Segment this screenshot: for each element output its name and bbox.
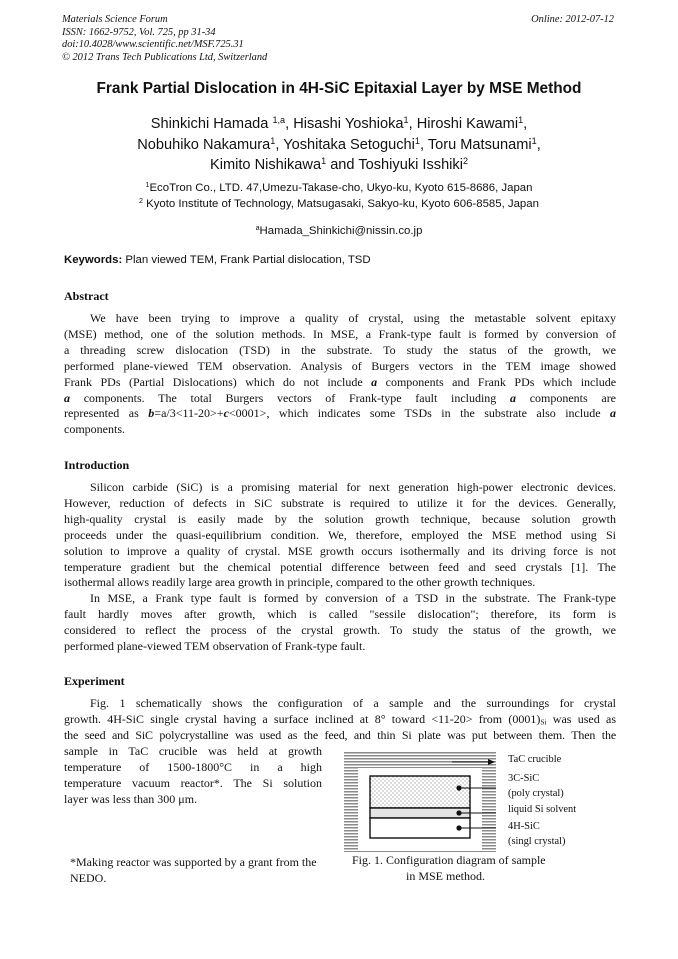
author-affil-mark: 1 xyxy=(403,115,409,126)
configuration-diagram xyxy=(344,752,606,852)
text-line: proceeds under the quasi-equilibrium condition. We, therefore, employed the MSE method using Si xyxy=(64,527,616,542)
text-line xyxy=(64,712,616,728)
journal-header xyxy=(62,14,267,64)
experiment-body xyxy=(64,696,616,744)
author-name: Yoshitaka Setoguchi xyxy=(283,136,415,153)
text-line: temperature vacuum reactor*. The Si solution xyxy=(64,775,322,790)
affiliations xyxy=(40,181,638,212)
author-name: Toshiyuki Isshiki xyxy=(358,157,463,173)
affiliation-2 xyxy=(40,197,638,213)
text-line: performed plane-viewed TEM observation of Frank-type fault. xyxy=(64,639,366,654)
text-line: Fig. 1 schematically shows the configuration of a sample and the surroundings for crystal xyxy=(90,696,616,710)
symbol-b: b xyxy=(148,406,155,421)
author-affil-mark: 1 xyxy=(531,135,537,146)
author-conjunction: and xyxy=(330,157,355,173)
text-fragment: <0001>, which indicates some TSDs in the substrate also include xyxy=(228,406,601,421)
footnote: *Making reactor was supported by a grant from the NEDO. xyxy=(70,855,317,885)
text-line: Silicon carbide (SiC) is a promising material for next generation high-power electronic devices. xyxy=(90,480,616,494)
text-fragment: represented as xyxy=(64,406,139,421)
text-line xyxy=(64,375,616,391)
author-name: Nobuhiko Nakamura xyxy=(137,136,271,153)
text-line xyxy=(64,406,616,422)
figure-caption xyxy=(352,853,602,885)
author-affil-mark: 2 xyxy=(462,156,469,167)
text-line: (MSE) method, one of the solution methods. In MSE, a Frank-type fault is formed by conversion of xyxy=(64,326,616,341)
affil-text: EcoTron Co., LTD. 47,Umezu-Takase-cho, Ukyo-ku, Kyoto 615-8686, Japan xyxy=(149,182,533,194)
text-line: isothermal allows readily large area growth in principle, compared to the other growth techniques. xyxy=(64,575,536,590)
journal-name: Materials Science Forum xyxy=(62,14,168,25)
text-line: We have been trying to improve a quality of crystal, using the metastable solvent epitaxy xyxy=(90,311,616,325)
text-fragment: growth. 4H-SiC single crystal having a surface inclined at 8° toward <11-20> from (0001) xyxy=(64,711,541,726)
text-line: solution to improve a quality of crystal. MSE growth occurs isothermally and its driving force is not xyxy=(64,543,616,558)
author-name: Toru Matsunami xyxy=(427,136,532,153)
author-separator: , xyxy=(536,136,541,153)
text-line: performed plane-viewed TEM observation. Analysis of Burgers vectors in the TEM image showed xyxy=(64,358,616,373)
label-tac: TaC crucible xyxy=(508,754,562,765)
keywords-text: Plan viewed TEM, Frank Partial dislocation, TSD xyxy=(125,254,371,266)
symbol-a: a xyxy=(510,390,516,405)
author-name: Shinkichi Hamada xyxy=(150,116,269,132)
doi: doi:10.4028/www.scientific.net/MSF.725.31 xyxy=(62,39,244,51)
author-name: Kimito Nishikawa xyxy=(209,157,322,173)
text-line: fault hardly moves after growth, which is called "sessile dislocation"; therefore, its form is xyxy=(64,607,616,622)
text-line: temperature of 1500-1800°C in a high xyxy=(64,759,322,774)
seed-4h-sic xyxy=(370,818,470,838)
affil-mark: 1 xyxy=(145,182,150,190)
text-fragment: =a/3<11-20>+ xyxy=(154,406,224,421)
author-affil-mark: 1 xyxy=(321,156,327,167)
introduction-heading: Introduction xyxy=(64,458,130,472)
paper-title: Frank Partial Dislocation in 4H-SiC Epitaxial Layer by MSE Method xyxy=(96,80,582,97)
label-singl: (singl crystal) xyxy=(508,836,566,847)
text-line: a threading screw dislocation (TSD) in the substrate. To study the status of the growth, we xyxy=(64,342,616,357)
author-separator: , xyxy=(419,136,425,153)
author-list xyxy=(40,114,638,176)
contact-email xyxy=(40,225,638,237)
text-line: temperature gradient but the chemical potential difference between feed and seed crystals [1]. The xyxy=(64,559,616,574)
text-line: the seed and SiC polycrystalline was used as the feed, and thin Si plate was put between them. Then the xyxy=(64,727,616,742)
text-line: considered to reflect the process of the crystal growth. To study the status of the growth, we xyxy=(64,623,616,638)
text-line: high-quality crystal is easily made by the solution growth technique, because solution growth xyxy=(64,511,616,526)
abstract-heading: Abstract xyxy=(64,289,109,303)
caption-line: in MSE method. xyxy=(406,868,486,883)
text-fragment: components and Frank PDs which include xyxy=(385,374,617,389)
author-affil-mark: 1 xyxy=(270,135,276,146)
author-separator: , xyxy=(285,116,290,132)
text-line: However, reduction of defects in SiC substrate is required to utilize it for the devices. Generally, xyxy=(64,495,616,510)
author-name: Hisashi Yoshioka xyxy=(293,116,404,132)
text-line: In MSE, a Frank type fault is formed by conversion of a TSD in the substrate. The Frank-type xyxy=(90,591,616,606)
label-3c-sic: 3C-SiC xyxy=(508,773,540,784)
symbol-c: c xyxy=(223,406,229,421)
text-line: layer was less than 300 μm. xyxy=(64,791,198,806)
issn: ISSN: 1662-9752, Vol. 725, pp 31-34 xyxy=(62,26,216,38)
keywords-label: Keywords: xyxy=(64,254,123,266)
symbol-a: a xyxy=(64,390,70,405)
author-separator: , xyxy=(523,116,528,132)
online-date: Online: 2012-07-12 xyxy=(531,14,614,25)
text-fragment: Frank PDs (Partial Dislocations) which do not include xyxy=(64,374,363,389)
text-line xyxy=(64,391,616,407)
symbol-a: a xyxy=(371,374,378,389)
label-4h-sic: 4H-SiC xyxy=(508,821,540,832)
author-affil-mark: 1 xyxy=(414,135,420,146)
email-text: Hamada_Shinkichi@nissin.co.jp xyxy=(259,225,423,237)
author-name: Hiroshi Kawami xyxy=(416,116,519,132)
affiliation-1 xyxy=(40,181,638,197)
symbol-a: a xyxy=(610,406,617,421)
author-affil-mark: 1,a xyxy=(272,115,286,126)
keywords xyxy=(64,254,616,266)
text-fragment: was used as xyxy=(546,711,616,726)
text-line: components. xyxy=(64,422,125,437)
label-si: liquid Si solvent xyxy=(508,804,577,815)
author-affil-mark: 1 xyxy=(518,115,524,126)
email-mark: a xyxy=(255,225,260,233)
abstract-body xyxy=(64,311,616,438)
label-poly: (poly crystal) xyxy=(508,788,564,799)
affil-text: Kyoto Institute of Technology, Matsugasaki, Sakyo-ku, Kyoto 606-8585, Japan xyxy=(146,197,539,210)
text-fragment: components are xyxy=(529,390,617,405)
copyright: © 2012 Trans Tech Publications Ltd, Switzerland xyxy=(62,51,268,63)
caption-line: Fig. 1. Configuration diagram of sample xyxy=(352,853,546,867)
author-separator: , xyxy=(275,136,280,153)
text-line: sample in TaC crucible was held at growth xyxy=(64,744,322,758)
subscript-si: Si xyxy=(540,717,547,727)
text-fragment: components. The total Burgers vectors of Frank-type fault including xyxy=(83,390,497,405)
introduction-body xyxy=(64,480,616,655)
experiment-body-narrow xyxy=(64,744,322,808)
affil-mark: 2 xyxy=(139,197,143,205)
liquid-si-solvent xyxy=(370,808,470,818)
feed-3c-sic xyxy=(370,776,470,808)
experiment-heading: Experiment xyxy=(64,674,125,688)
author-separator: , xyxy=(408,116,413,132)
figure-1 xyxy=(344,752,606,852)
